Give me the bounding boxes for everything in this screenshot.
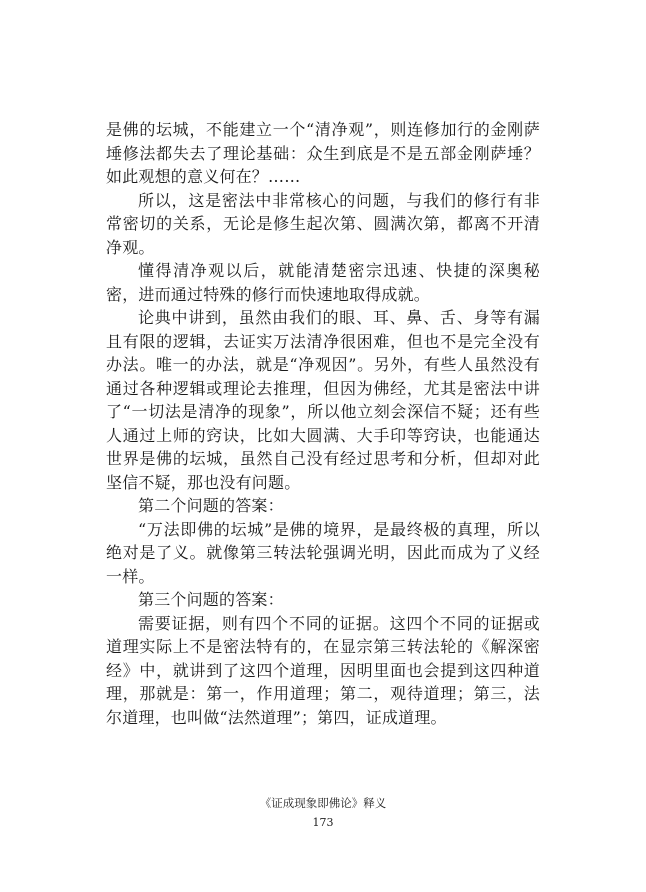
page-number: 173 xyxy=(312,816,334,829)
paragraph: 需要证据，则有四个不同的证据。这四个不同的证据或道理实际上不是密法特有的，在显宗第三转法轮的《解深密经》中，就讲到了这四个道理，因明里面也会提到这四种道理，那就是：第一，作用道理；第二，观待道理；第三，法尔道理，也叫做“法然道理”；第四，证成道理。 xyxy=(106,613,540,727)
paragraph: “万法即佛的坛城”是佛的境界，是最终极的真理，所以绝对是了义。就像第三转法轮强调光明，因此而成为了义经一样。 xyxy=(106,519,540,586)
paragraph: 第三个问题的答案： xyxy=(138,590,284,609)
paragraph: 第二个问题的答案： xyxy=(138,496,284,515)
paragraph: 是佛的坛城，不能建立一个“清净观”，则连修加行的金刚萨埵修法都失去了理论基础：众生到底是不是五部金刚萨埵？如此观想的意义何在？…… xyxy=(106,120,540,186)
body-text xyxy=(106,118,540,729)
paragraph: 懂得清净观以后，就能清楚密宗迅速、快捷的深奥秘密，进而通过特殊的修行而快速地取得成就。 xyxy=(106,261,540,304)
paragraph: 所以，这是密法中非常核心的问题，与我们的修行有非常密切的关系，无论是修生起次第、圆满次第，都离不开清净观。 xyxy=(106,190,540,257)
footer-book-title: 《证成现象即佛论》释义 xyxy=(259,796,387,810)
paragraph: 论典中讲到，虽然由我们的眼、耳、鼻、舌、身等有漏且有限的逻辑，去证实万法清净很困难，但也不是完全没有办法。唯一的办法，就是“净观因”。另外，有些人虽然没有通过各种逻辑或理论去推理，但因为佛经，尤其是密法中讲了“一切法是清净的现象”，所以他立刻会深信不疑；还有些人通过上师的窍诀，比如大圆满、大手印等窍诀，也能通达世界是佛的坛城，虽然自己没有经过思考和分析，但却对此坚信不疑，那也没有问题。 xyxy=(106,308,540,492)
